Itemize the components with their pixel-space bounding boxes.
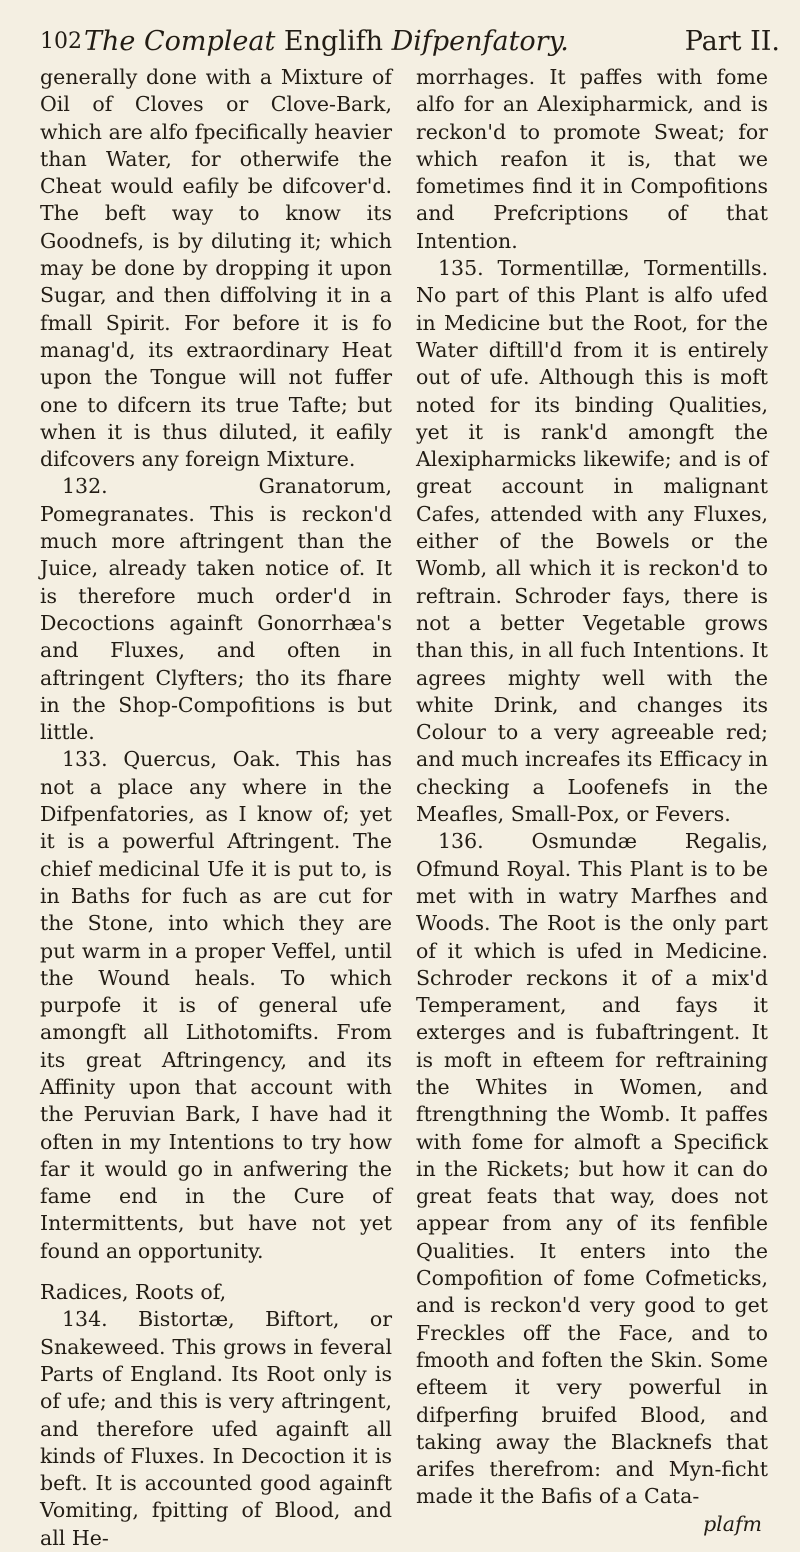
running-title: [84, 22, 569, 62]
part-label: Part II.: [684, 26, 780, 57]
running-title-mid: Englifh: [283, 26, 383, 57]
page-number: 102: [40, 29, 82, 54]
running-header: [40, 22, 780, 62]
paragraph: morrhages. It paffes with fome alfo for an Alexipharmick, and is reckon'd to promote Sweat; for which reafon it is, that we fometimes find it in Compofitions and Prefcriptions of that Intention.: [416, 65, 768, 253]
paragraph: 135. Tormentillæ, Tormentills. No part of this Plant is alfo ufed in Medicine but the Root, for the Water diftill'd from it is entirely out of ufe. Although this is moft noted for its binding Qualities, yet it is rank'd amongft the Alexipharmicks likewife; and is of great account in malignant Cafes, attended with any Fluxes, either of the Bowels or the Womb, all which it is reckon'd to reftrain. Schroder fays, there is not a better Vegetable grows than this, in all fuch Intentions. It agrees mighty well with the white Drink, and changes its Colour to a very agreeable red; and much increafes its Efficacy in checking a Loofenefs in the Meafles, Small-Pox, or Fevers.: [416, 256, 769, 827]
left-column: [40, 64, 392, 1552]
paragraph: 132. Granatorum, Pomegranates. This is reckon'd much more aftringent than the Juice, already taken notice of. It is therefore much order'd in Decoctions againft Gonorrhæa's and Fluxes, and often in aftringent Clyfters; tho its fhare in the Shop-Compofitions is but little.: [40, 474, 392, 745]
section-heading: Radices, Roots of,: [40, 1280, 227, 1305]
paragraph: generally done with a Mixture of Oil of Cloves or Clove-Bark, which are alfo fpecifically heavier than Water, for otherwife the Cheat would eafily be difcover'd. The beft way to know its Goodnefs, is by diluting it; which may be done by dropping it upon Sugar, and then diffolving it in a fmall Spirit. For before it is fo manag'd, its extraordinary Heat upon the Tongue will not fuffer one to difcern its true Tafte; but when it is thus diluted, it eafily difcovers any foreign Mixture.: [40, 65, 392, 472]
paragraph: 134. Bistortæ, Biftort, or Snakeweed. This grows in feveral Parts of England. Its Root only is of ufe; and this is very aftringent, and therefore ufed againft all kinds of Fluxes. In Decoction it is beft. It is accounted good againft Vomiting, fpitting of Blood, and all He-: [40, 1307, 392, 1550]
running-title-post: Difpenfatory.: [391, 26, 569, 57]
catchword: plafm: [703, 1511, 762, 1536]
paragraph: 133. Quercus, Oak. This has not a place any where in the Difpenfatories, as I know of; yet it is a powerful Aftringent. The chief medicinal Ufe it is put to, is in Baths for fuch as are cut for the Stone, into which they are put warm in a proper Veffel, until the Wound heals. To which purpofe it is of general ufe amongft all Lithotomifts. From its great Aftringency, and its Affinity upon that account with the Peruvian Bark, I have had it often in my Intentions to try how far it would go in anfwering the fame end in the Cure of Intermittents, but have not yet found an opportunity.: [40, 747, 392, 1263]
paragraph: 136. Osmundæ Regalis, Ofmund Royal. This Plant is to be met with in watry Marfhes and Woods. The Root is the only part of it which is ufed in Medicine. Schroder reckons it of a mix'd Temperament, and fays it exterges and is fubaftringent. It is moft in efteem for reftraining the Whites in Women, and ftrengthning the Womb. It paffes with fome for almoft a Specifick in the Rickets; but how it can do great feats that way, does not appear from any of its fenfible Qualities. It enters into the Compofition of fome Cofmeticks, and is reckon'd very good to get Freckles off the Face, and to fmooth and foften the Skin. Some efteem it very powerful in difperfing bruifed Blood, and taking away the Blacknefs that arifes therefrom: and Myn-ficht made it the Bafis of a Cata-: [416, 829, 768, 1509]
right-column: [416, 64, 768, 1538]
running-title-pre: The Compleat: [84, 26, 276, 57]
